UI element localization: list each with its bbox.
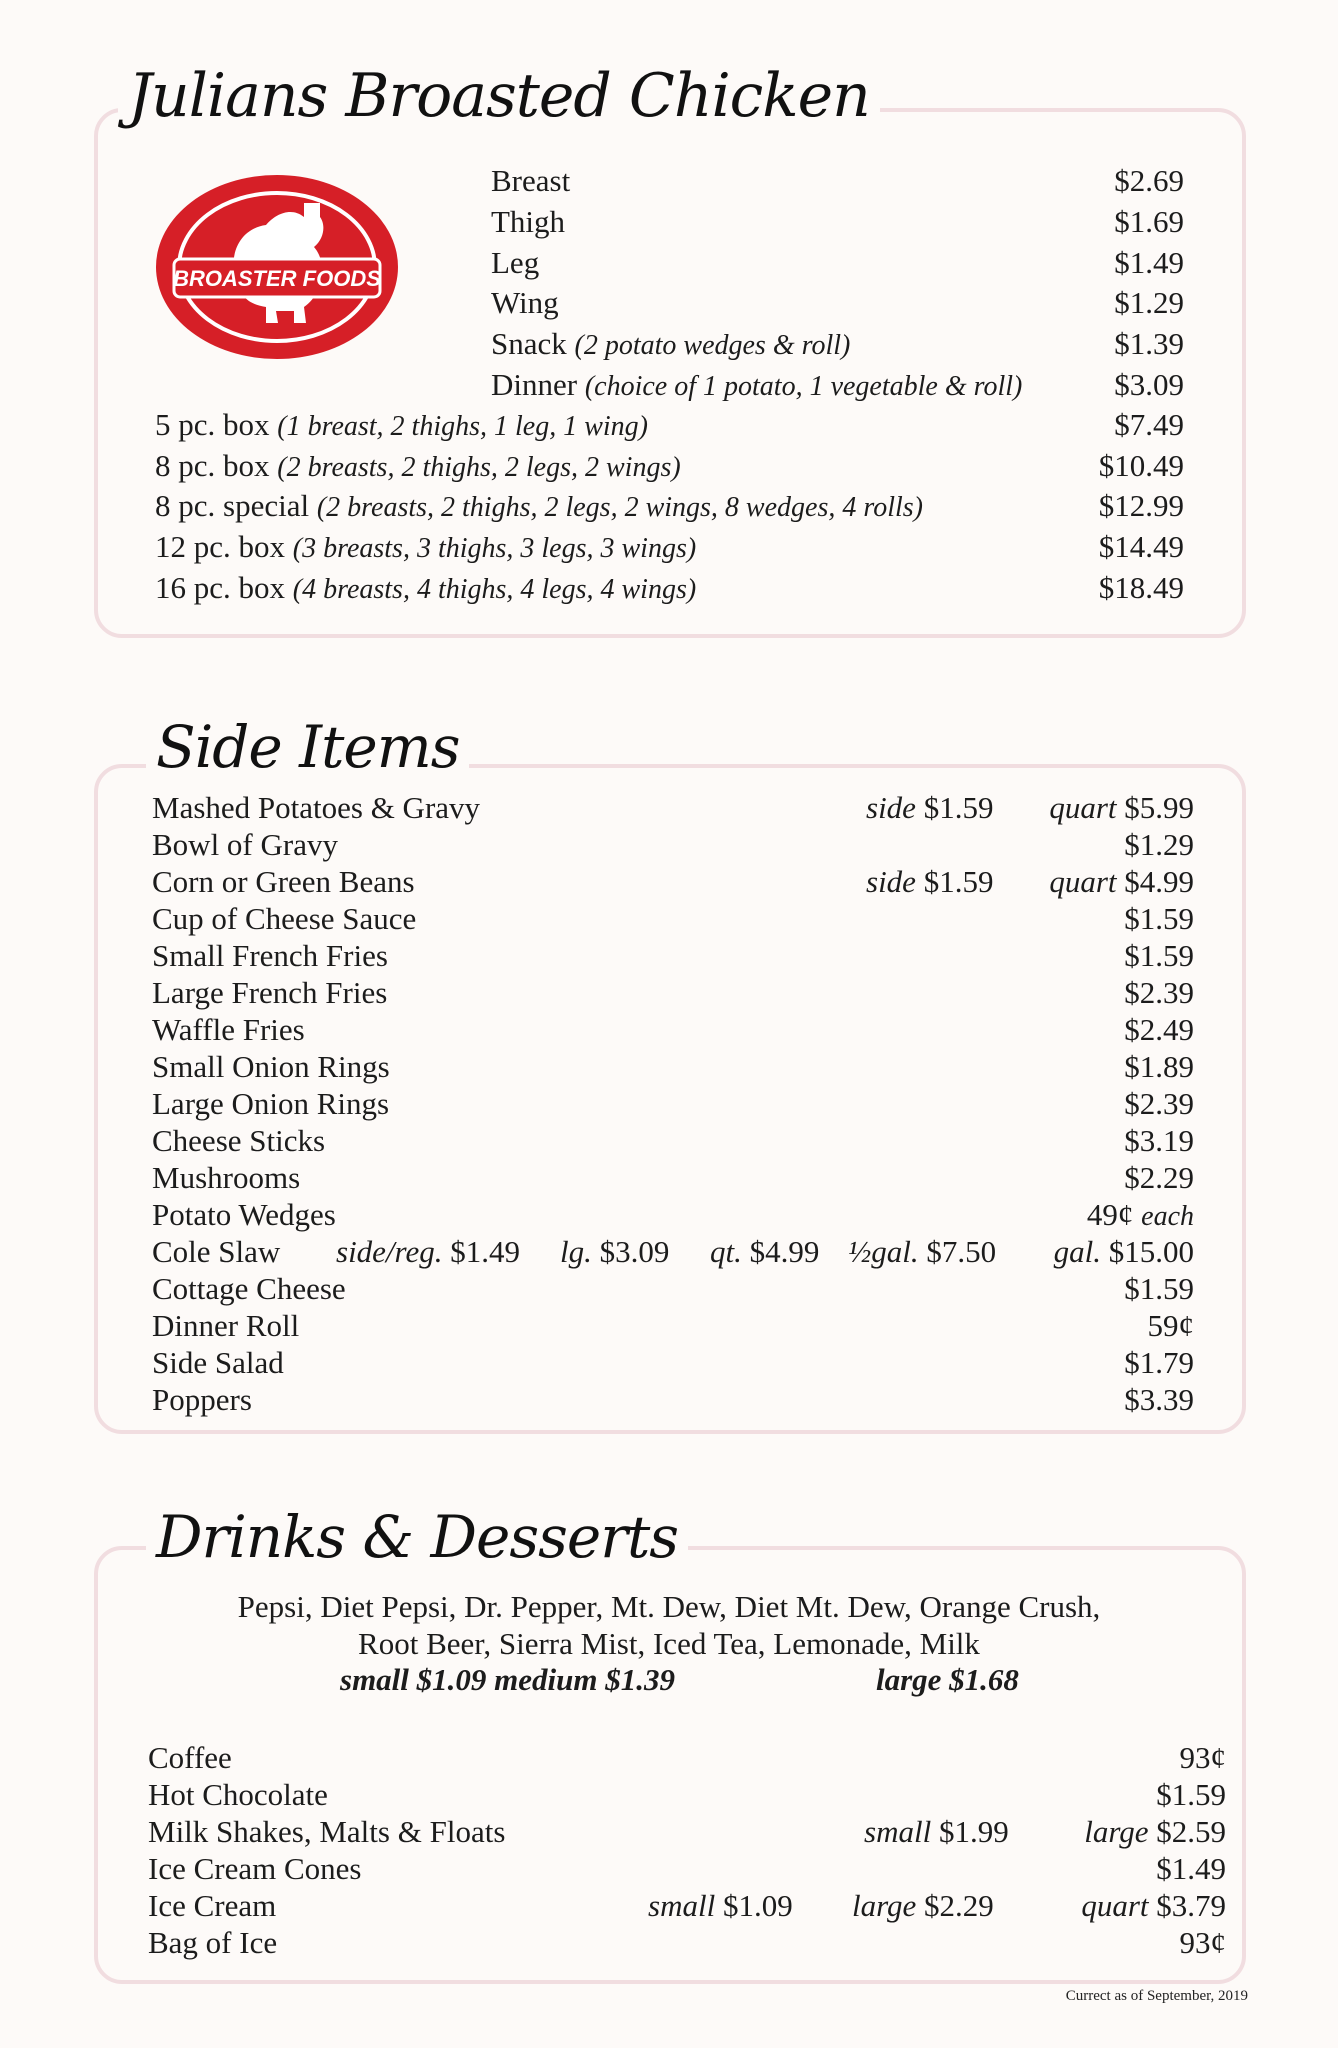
item-price: $1.29: [1124, 827, 1194, 862]
menu-item: Poppers: [152, 1382, 252, 1417]
menu-item: Mashed Potatoes & Gravy: [152, 790, 481, 825]
item-price: $3.39: [1124, 1382, 1194, 1417]
item-price: $2.39: [1124, 1086, 1194, 1121]
drinks-heading: Drinks & Desserts: [146, 1508, 688, 1566]
item-price: $1.59: [1124, 1271, 1194, 1306]
item-price: $1.89: [1124, 1049, 1194, 1084]
menu-item: Breast: [491, 163, 571, 198]
item-price: $3.19: [1124, 1123, 1194, 1158]
footer-note: Currect as of September, 2019: [1065, 1988, 1248, 2004]
item-price: quart $3.79: [1081, 1888, 1226, 1923]
menu-item: Dinner (choice of 1 potato, 1 vegetable & roll): [491, 367, 1023, 402]
item-price: $2.39: [1124, 975, 1194, 1010]
side-price: side $1.59: [866, 790, 994, 825]
menu-item: Hot Chocolate: [148, 1777, 328, 1812]
item-price: quart $5.99: [1049, 790, 1194, 825]
chicken-heading: Julians Broasted Chicken: [118, 66, 880, 126]
menu-item: Cole Slaw: [152, 1234, 281, 1269]
coleslaw-reg-price: side/reg. $1.49: [336, 1234, 520, 1269]
soda-list-line1: Pepsi, Diet Pepsi, Dr. Pepper, Mt. Dew, Diet Mt. Dew, Orange Crush,: [237, 1589, 1101, 1624]
menu-item: 12 pc. box (3 breasts, 3 thighs, 3 legs, 3 wings): [155, 529, 697, 564]
menu-item: Cheese Sticks: [152, 1123, 326, 1158]
menu-item: Mushrooms: [152, 1160, 301, 1195]
item-price: $7.49: [1114, 407, 1184, 442]
menu-item: Coffee: [148, 1740, 232, 1775]
broaster-foods-logo: [154, 173, 400, 361]
menu-item: Wing: [491, 285, 559, 320]
menu-item: Potato Wedges: [152, 1197, 336, 1232]
item-price: $2.29: [1124, 1160, 1194, 1195]
menu-item: Leg: [491, 245, 540, 280]
coleslaw-lg-price: lg. $3.09: [560, 1234, 670, 1269]
sides-heading: Side Items: [146, 718, 469, 776]
menu-item: Large Onion Rings: [152, 1086, 390, 1121]
item-price: 49¢ each: [1086, 1197, 1194, 1232]
side-price: side $1.59: [866, 864, 994, 899]
item-price: $1.49: [1156, 1851, 1226, 1886]
menu-item: Small Onion Rings: [152, 1049, 390, 1084]
item-price: 93¢: [1179, 1740, 1226, 1775]
menu-item: Milk Shakes, Malts & Floats: [148, 1814, 506, 1849]
item-price: $2.49: [1124, 1012, 1194, 1047]
menu-item: Thigh: [491, 204, 566, 239]
menu-item: Bowl of Gravy: [152, 827, 338, 862]
item-price: large $2.59: [1084, 1814, 1226, 1849]
item-price: quart $4.99: [1049, 864, 1194, 899]
large-price: large $2.29: [852, 1888, 994, 1923]
item-price: $1.29: [1114, 285, 1184, 320]
item-price: 93¢: [1179, 1925, 1226, 1960]
small-price: small $1.99: [864, 1814, 1009, 1849]
item-price: $1.59: [1124, 901, 1194, 936]
item-price: $18.49: [1098, 570, 1184, 605]
item-price: $2.69: [1114, 163, 1184, 198]
menu-item: Waffle Fries: [152, 1012, 305, 1047]
menu-item: Ice Cream Cones: [148, 1851, 362, 1886]
item-price: $1.79: [1124, 1345, 1194, 1380]
menu-item: 16 pc. box (4 breasts, 4 thighs, 4 legs, 4 wings): [155, 570, 697, 605]
item-price: $1.69: [1114, 204, 1184, 239]
soda-sizes-small-medium: small $1.09 medium $1.39: [340, 1662, 675, 1697]
menu-item: 8 pc. box (2 breasts, 2 thighs, 2 legs, 2 wings): [155, 448, 681, 483]
item-price: $1.39: [1114, 326, 1184, 361]
menu-item: Side Salad: [152, 1345, 284, 1380]
menu-item: Cup of Cheese Sauce: [152, 901, 417, 936]
menu-item: 5 pc. box (1 breast, 2 thighs, 1 leg, 1 wing): [155, 407, 648, 442]
item-price: $3.09: [1114, 367, 1184, 402]
menu-item: Snack (2 potato wedges & roll): [491, 326, 851, 361]
menu-item: Ice Cream: [148, 1888, 277, 1923]
item-price: $12.99: [1098, 488, 1184, 523]
coleslaw-halfgal-price: ½gal. $7.50: [848, 1234, 997, 1269]
soda-list-line2: Root Beer, Sierra Mist, Iced Tea, Lemonade, Milk: [358, 1626, 980, 1661]
small-price: small $1.09: [648, 1888, 793, 1923]
menu-item: Small French Fries: [152, 938, 388, 973]
item-price: $10.49: [1098, 448, 1184, 483]
item-price: $1.59: [1124, 938, 1194, 973]
item-price: gal. $15.00: [1053, 1234, 1194, 1269]
menu-item: 8 pc. special (2 breasts, 2 thighs, 2 legs, 2 wings, 8 wedges, 4 rolls): [155, 488, 923, 523]
item-price: 59¢: [1147, 1308, 1194, 1343]
menu-item: Large French Fries: [152, 975, 388, 1010]
logo-text: BROASTER FOODS: [173, 266, 381, 291]
menu-item: Cottage Cheese: [152, 1271, 346, 1306]
item-price: $1.49: [1114, 245, 1184, 280]
menu-item: Bag of Ice: [148, 1925, 278, 1960]
menu-item: Corn or Green Beans: [152, 864, 415, 899]
coleslaw-qt-price: qt. $4.99: [710, 1234, 820, 1269]
item-price: $14.49: [1098, 529, 1184, 564]
soda-sizes-large: large $1.68: [876, 1662, 1019, 1697]
item-price: $1.59: [1156, 1777, 1226, 1812]
menu-item: Dinner Roll: [152, 1308, 300, 1343]
